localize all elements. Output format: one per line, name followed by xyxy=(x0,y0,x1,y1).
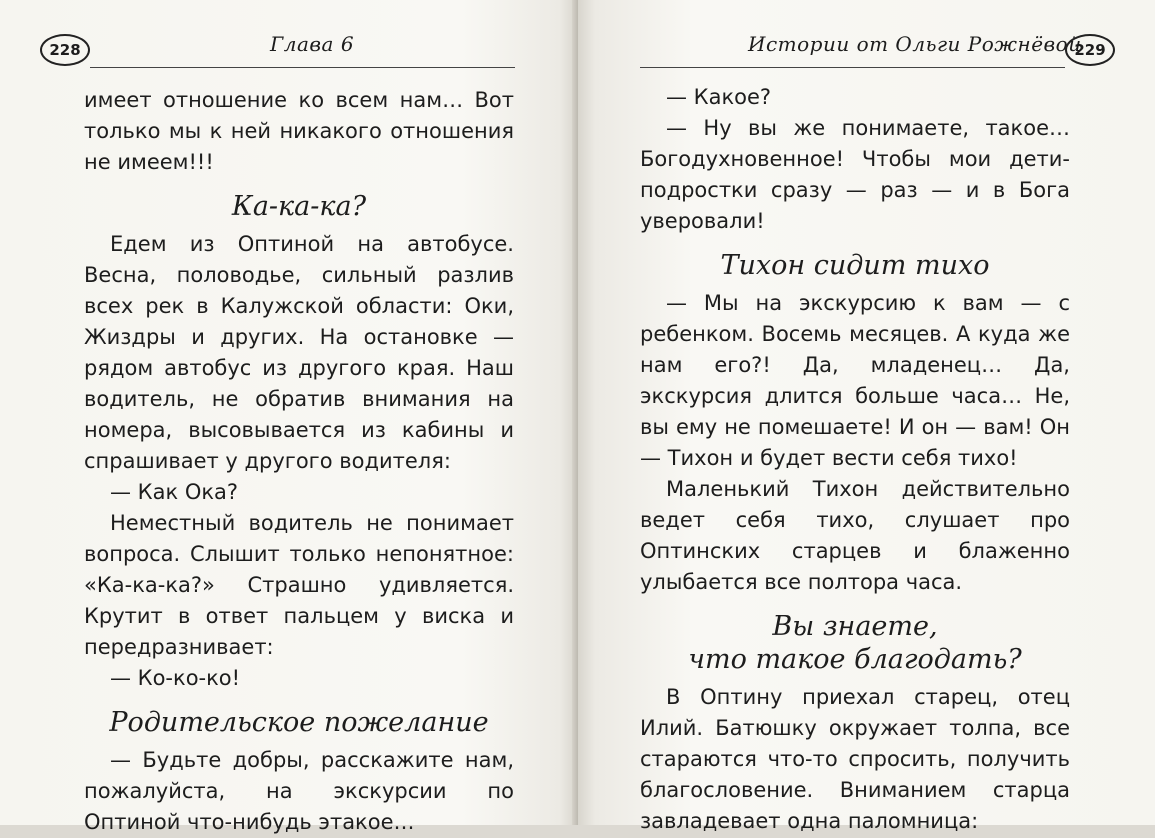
running-head-left: Глава 6 xyxy=(270,32,355,56)
paragraph: — Будьте добры, расскажите нам, пожалуйста, на экскурсии по Оптиной что-нибудь этакое… xyxy=(84,748,514,834)
paragraph: Едем из Оптиной на автобусе. Весна, половодье, сильный разлив всех рек в Калужской области: Оки, Жиздры и других. На остановке — рядом автобус из другого края. Наш водитель, не обратив внимания на номера, высовывается из кабины и спрашивает у другого водителя: xyxy=(84,232,514,473)
header-rule-right xyxy=(640,67,1065,68)
paragraph: — Как Ока? xyxy=(110,480,239,504)
paragraph: — Какое? xyxy=(666,85,772,109)
paragraph: имеет отношение ко всем нам… Вот только мы к ней никакого отношения не имеем!!! xyxy=(84,88,514,174)
left-page-header xyxy=(40,30,515,70)
header-rule-left xyxy=(90,67,515,68)
section-heading: Тихон сидит тихо xyxy=(720,250,990,281)
paragraph: Неместный водитель не понимает вопроса. Слышит только непонятное: «Ка-ка-ка?» Страшно удивляется. Крутит в ответ пальцем у виска и передразнивает: xyxy=(84,511,514,659)
right-page-header xyxy=(640,30,1115,70)
right-page xyxy=(578,0,1155,833)
left-page xyxy=(0,0,577,834)
page-number-left: 228 xyxy=(40,34,90,66)
paragraph: Маленький Тихон действительно ведет себя тихо, слушает про Оптинских старцев и блаженно улыбается все полтора часа. xyxy=(640,477,1070,594)
section-heading: Родительское пожелание xyxy=(109,707,489,738)
section-heading: Ка-ка-ка? xyxy=(231,191,367,222)
paragraph: — Мы на экскурсию к вам — с ребенком. Восемь месяцев. А куда же нам его?! Да, младенец… Да, экскурсия длится больше часа… Не, вы ему не помешаете! И он — вам! Он — Тихон и будет вести себя тихо! xyxy=(640,291,1070,470)
running-head-right: Истории от Ольги Рожнёвой xyxy=(748,32,1082,56)
paragraph: — Ко-ко-ко! xyxy=(110,666,241,690)
paragraph: В Оптину приехал старец, отец Илий. Батюшку окружает толпа, все стараются что-то спросить, получить благословение. Вниманием старца завладевает одна паломница: xyxy=(640,685,1070,833)
page-number-right: 229 xyxy=(1065,34,1115,66)
left-page-text xyxy=(84,85,514,838)
heading-line: Вы знаете, xyxy=(772,611,938,642)
paragraph: — Ну вы же понимаете, такое… Богодухновенное! Чтобы мои дети-подростки сразу — раз — и в Бога уверовали! xyxy=(640,116,1070,233)
right-page-text xyxy=(640,82,1070,837)
section-heading xyxy=(640,610,1070,676)
heading-line: что такое благодать? xyxy=(688,644,1022,675)
